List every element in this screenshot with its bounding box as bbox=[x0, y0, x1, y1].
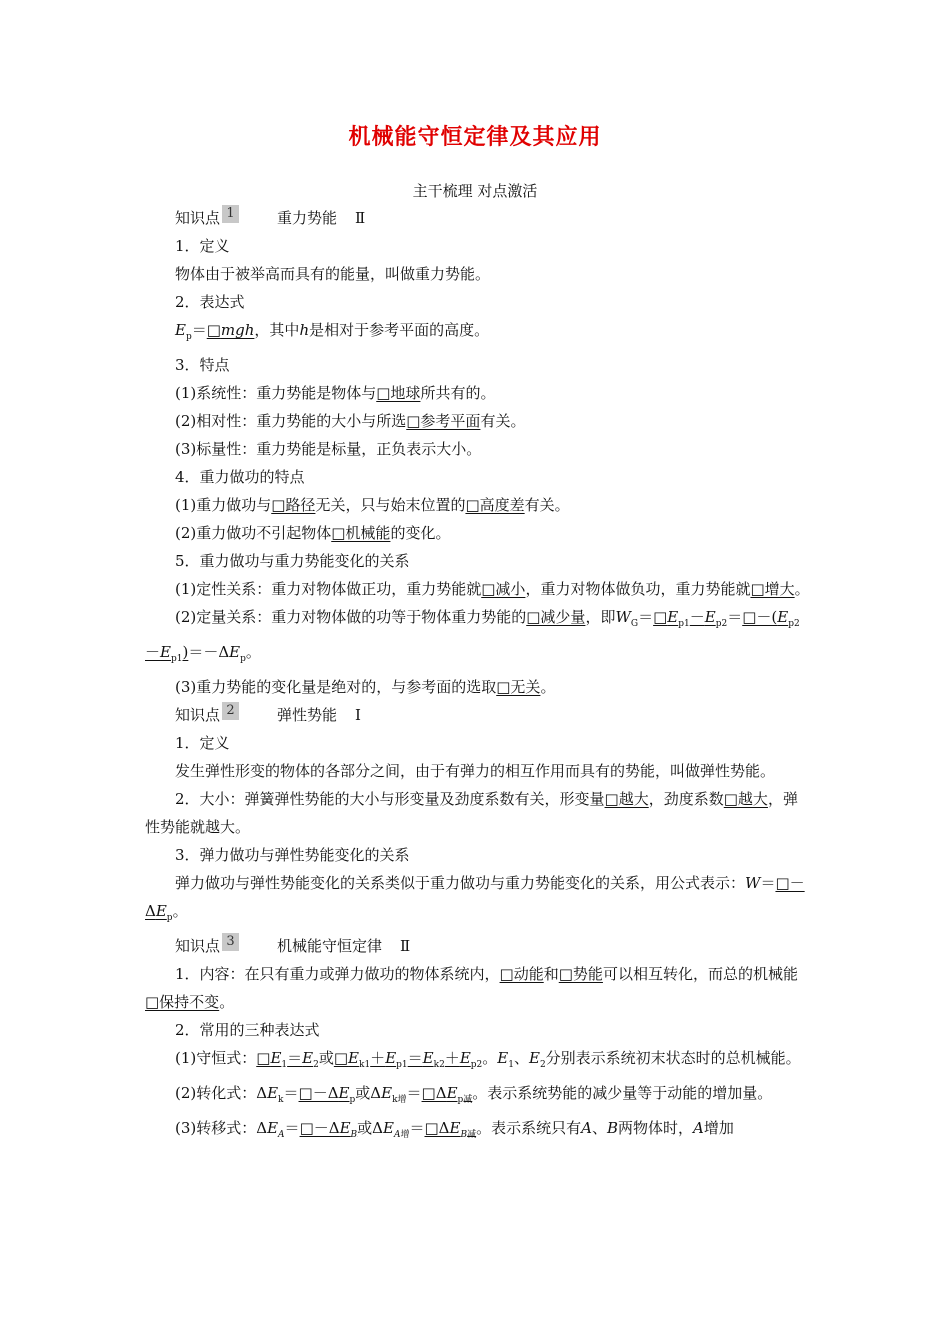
paragraph: (1)重力做功与□路径无关，只与始末位置的□高度差有关。 bbox=[175, 496, 570, 514]
section-subtitle: 主干梳理 对点激活 bbox=[412, 182, 538, 200]
paragraph: 发生弹性形变的物体的各部分之间，由于有弹力的相互作用而具有的势能，叫做弹性势能。 bbox=[175, 762, 776, 780]
knowledge-point-header-1: 知识点 1 重力势能 Ⅱ bbox=[175, 206, 366, 227]
paragraph: 1．定义 bbox=[175, 237, 230, 255]
paragraph: 2．表达式 bbox=[175, 293, 245, 311]
page-title: 机械能守恒定律及其应用 bbox=[348, 124, 602, 150]
document-body bbox=[145, 204, 810, 1149]
paragraph: $E_p=□mgh$，其中h是相对于参考平面的高度。 bbox=[175, 321, 490, 342]
paragraph: 4．重力做功的特点 bbox=[175, 468, 305, 486]
paragraph: (1)定性关系：重力对物体做正功，重力势能就□减小，重力对物体做负功，重力势能就□增大。 bbox=[175, 580, 810, 598]
knowledge-point-number-badge: 3 bbox=[222, 933, 239, 951]
paragraph: (1)守恒式：$□E_1=E_2$或$□E_{k1}+E_{p1}=E_{k2}+E_{p2}$。$E_1$、$E_2$分别表示系统初末状态时的总机械能。 bbox=[175, 1049, 801, 1070]
knowledge-point-header-3: 知识点 3 机械能守恒定律 Ⅱ bbox=[175, 934, 411, 955]
paragraph: (2)转化式：$\Delta E_k=□-\Delta E_p$或$\Delta E_{k增}=□\Delta E_{p减}$。表示系统势能的减少量等于动能的增加量。 bbox=[175, 1084, 773, 1105]
paragraph: (1)系统性：重力势能是物体与□地球所共有的。 bbox=[175, 384, 496, 402]
paragraph: 1．定义 bbox=[175, 734, 230, 752]
paragraph: 弹力做功与弹性势能变化的关系类似于重力做功与重力势能变化的关系，用公式表示：$W=□-\Delta E_p$。 bbox=[145, 874, 805, 923]
paragraph: 5．重力做功与重力势能变化的关系 bbox=[175, 552, 410, 570]
paragraph: (2)重力做功不引起物体□机械能的变化。 bbox=[175, 524, 451, 542]
paragraph: (3)重力势能的变化量是绝对的，与参考面的选取□无关。 bbox=[175, 678, 556, 696]
paragraph: 3．弹力做功与弹性势能变化的关系 bbox=[175, 846, 410, 864]
paragraph: 3．特点 bbox=[175, 356, 230, 374]
paragraph: (2)定量关系：重力对物体做的功等于物体重力势能的□减少量，即$W_G=□E_{p1}-E_{p2}=□-(E_{p2}-E_{p1})=-\Delta E_p$。 bbox=[145, 608, 800, 664]
paragraph: 物体由于被举高而具有的能量，叫做重力势能。 bbox=[175, 265, 491, 283]
knowledge-point-header-2: 知识点 2 弹性势能 Ⅰ bbox=[175, 703, 361, 724]
paragraph: 2．大小：弹簧弹性势能的大小与形变量及劲度系数有关，形变量□越大，劲度系数□越大，弹性势能就越大。 bbox=[145, 790, 798, 836]
paragraph: (3)转移式：$\Delta E_A=□-\Delta E_B$或$\Delta E_{A增}=□\Delta E_{B减}$。表示系统只有A、B两物体时，A增加 bbox=[175, 1119, 734, 1140]
knowledge-point-number-badge: 1 bbox=[222, 205, 239, 223]
paragraph: (3)标量性：重力势能是标量，正负表示大小。 bbox=[175, 440, 482, 458]
paragraph: (2)相对性：重力势能的大小与所选□参考平面有关。 bbox=[175, 412, 526, 430]
paragraph: 1．内容：在只有重力或弹力做功的物体系统内，□动能和□势能可以相互转化，而总的机械能□保持不变。 bbox=[145, 965, 798, 1011]
knowledge-point-number-badge: 2 bbox=[222, 702, 239, 720]
paragraph: 2．常用的三种表达式 bbox=[175, 1021, 320, 1039]
